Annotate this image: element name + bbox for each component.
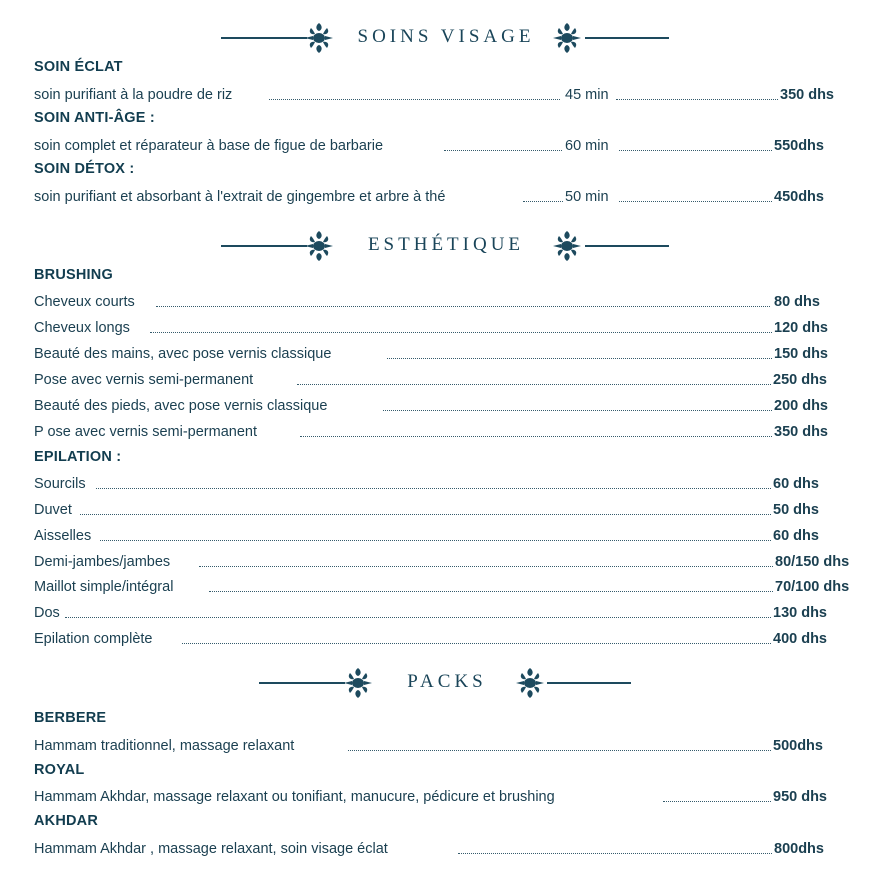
item-price: 250 dhs [773,372,827,388]
dot-leader [65,617,771,618]
dot-leader [100,540,771,541]
item-name: Maillot simple/intégral [34,579,174,595]
section-title: ESTHÉTIQUE [367,234,525,255]
divider-line [221,37,307,39]
dot-leader [199,566,773,567]
item-price: 550dhs [774,138,824,154]
divider-line [547,682,631,684]
category-label: BRUSHING [34,267,113,283]
item-price: 950 dhs [773,789,827,805]
category-label: ROYAL [34,762,85,778]
item-name: Hammam traditionnel, massage relaxant [34,738,295,754]
dot-leader [209,591,773,592]
item-duration: 50 min [565,189,609,205]
item-name: Sourcils [34,476,86,492]
item-price: 60 dhs [773,528,819,544]
ornament-icon [549,228,585,264]
item-name: Beauté des pieds, avec pose vernis classique [34,398,328,414]
item-name: soin purifiant à la poudre de riz [34,87,233,103]
dot-leader [619,201,772,202]
item-name: Hammam Akhdar , massage relaxant, soin visage éclat [34,841,388,857]
dot-leader [150,332,772,333]
item-name: Cheveux longs [34,320,130,336]
item-name: Demi-jambes/jambes [34,554,171,570]
item-price: 150 dhs [774,346,828,362]
dot-leader [297,384,771,385]
divider-line [585,37,669,39]
dot-leader [80,514,771,515]
ornament-icon [512,665,548,701]
category-label: SOIN ÉCLAT [34,59,123,75]
dot-leader [387,358,772,359]
divider-line [585,245,669,247]
item-duration: 45 min [565,87,609,103]
section-header-esthetique [0,226,892,266]
dot-leader [616,99,778,100]
dot-leader [300,436,772,437]
item-duration: 60 min [565,138,609,154]
section-header-soins-visage [0,18,892,58]
section-title: SOINS VISAGE [357,26,535,47]
item-name: Duvet [34,502,72,518]
dot-leader [458,853,772,854]
item-name: Cheveux courts [34,294,135,310]
category-label: SOIN ANTI-ÂGE : [34,110,155,126]
category-label: BERBERE [34,710,107,726]
category-label: SOIN DÉTOX : [34,161,135,177]
item-price: 350 dhs [780,87,834,103]
dot-leader [383,410,772,411]
item-price: 80 dhs [774,294,820,310]
item-price: 60 dhs [773,476,819,492]
item-price: 200 dhs [774,398,828,414]
item-price: 80/150 dhs [775,554,850,570]
dot-leader [269,99,560,100]
item-name: soin complet et réparateur à base de figue de barbarie [34,138,384,154]
dot-leader [663,801,771,802]
item-name: P ose avec vernis semi-permanent [34,424,257,440]
item-name: Aisselles [34,528,92,544]
item-price: 130 dhs [773,605,827,621]
dot-leader [348,750,771,751]
item-price: 120 dhs [774,320,828,336]
item-name: Epilation complète [34,631,153,647]
category-label: AKHDAR [34,813,99,829]
dot-leader [156,306,770,307]
item-name: Dos [34,605,60,621]
dot-leader [96,488,771,489]
section-header-packs [0,663,892,703]
dot-leader [523,201,563,202]
divider-line [221,245,307,247]
dot-leader [444,150,562,151]
item-price: 500dhs [773,738,823,754]
item-price: 400 dhs [773,631,827,647]
category-label: EPILATION : [34,449,122,465]
section-title: PACKS [407,671,487,692]
item-price: 50 dhs [773,502,819,518]
item-price: 70/100 dhs [775,579,850,595]
item-name: Pose avec vernis semi-permanent [34,372,254,388]
dot-leader [182,643,771,644]
item-price: 450dhs [774,189,824,205]
item-price: 800dhs [774,841,824,857]
item-name: Hammam Akhdar, massage relaxant ou tonifiant, manucure, pédicure et brushing [34,789,555,805]
item-name: Beauté des mains, avec pose vernis classique [34,346,332,362]
item-name: soin purifiant et absorbant à l'extrait de gingembre et arbre à thé [34,189,446,205]
dot-leader [619,150,772,151]
item-price: 350 dhs [774,424,828,440]
ornament-icon [549,20,585,56]
